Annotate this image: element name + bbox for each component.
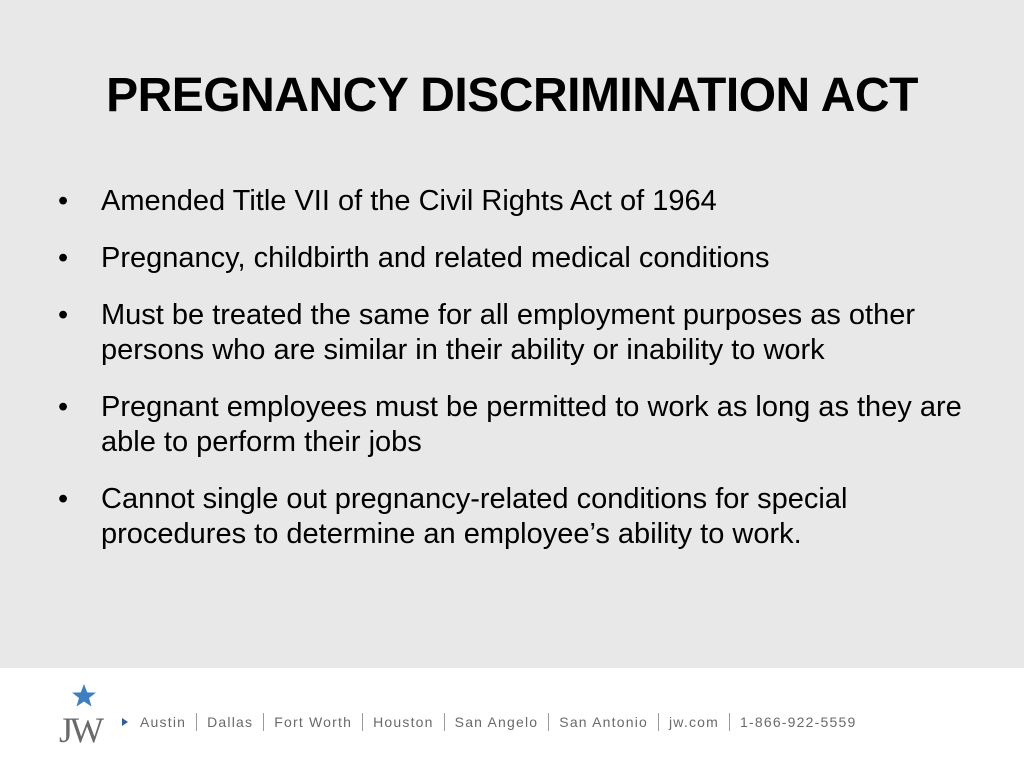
separator (444, 713, 445, 731)
separator (362, 713, 363, 731)
bullet-dot: • (58, 391, 69, 423)
bullet-dot: • (58, 242, 69, 274)
bullet-item (56, 184, 966, 219)
star-icon (72, 684, 96, 707)
separator (658, 713, 659, 731)
bullet-dot: • (58, 483, 69, 515)
bullet-text: Pregnant employees must be permitted to work as long as they are able to perform their jobs (101, 391, 962, 458)
location-san-angelo: San Angelo (454, 714, 539, 730)
bullet-text: Must be treated the same for all employment purposes as other persons who are similar in their ability or inability to work (101, 299, 916, 366)
bullet-text: Cannot single out pregnancy-related conditions for special procedures to determine an employee’s ability to work. (101, 483, 848, 550)
separator (263, 713, 264, 731)
bullet-item (56, 482, 966, 552)
location-houston: Houston (373, 714, 434, 730)
bullet-text: Amended Title VII of the Civil Rights Act of 1964 (101, 185, 717, 217)
separator (196, 713, 197, 731)
phone-number: 1-866-922-5559 (740, 714, 857, 730)
bullet-dot: • (58, 185, 69, 217)
triangle-right-icon (122, 718, 128, 726)
location-austin: Austin (140, 714, 187, 730)
location-dallas: Dallas (207, 714, 254, 730)
bullet-item (56, 298, 966, 368)
bullet-text: Pregnancy, childbirth and related medical conditions (101, 242, 770, 274)
contact-line (122, 713, 856, 731)
slide-title: PREGNANCY DISCRIMINATION ACT (106, 69, 918, 122)
bullet-item (56, 241, 966, 276)
logo-letters: JW (59, 710, 101, 748)
bullet-dot: • (58, 299, 69, 331)
bullet-item (56, 390, 966, 460)
bullet-list (56, 184, 966, 574)
separator (729, 713, 730, 731)
separator (548, 713, 549, 731)
location-fort-worth: Fort Worth (274, 714, 353, 730)
website: jw.com (669, 714, 719, 730)
location-san-antonio: San Antonio (559, 714, 648, 730)
jw-logo (54, 682, 106, 748)
